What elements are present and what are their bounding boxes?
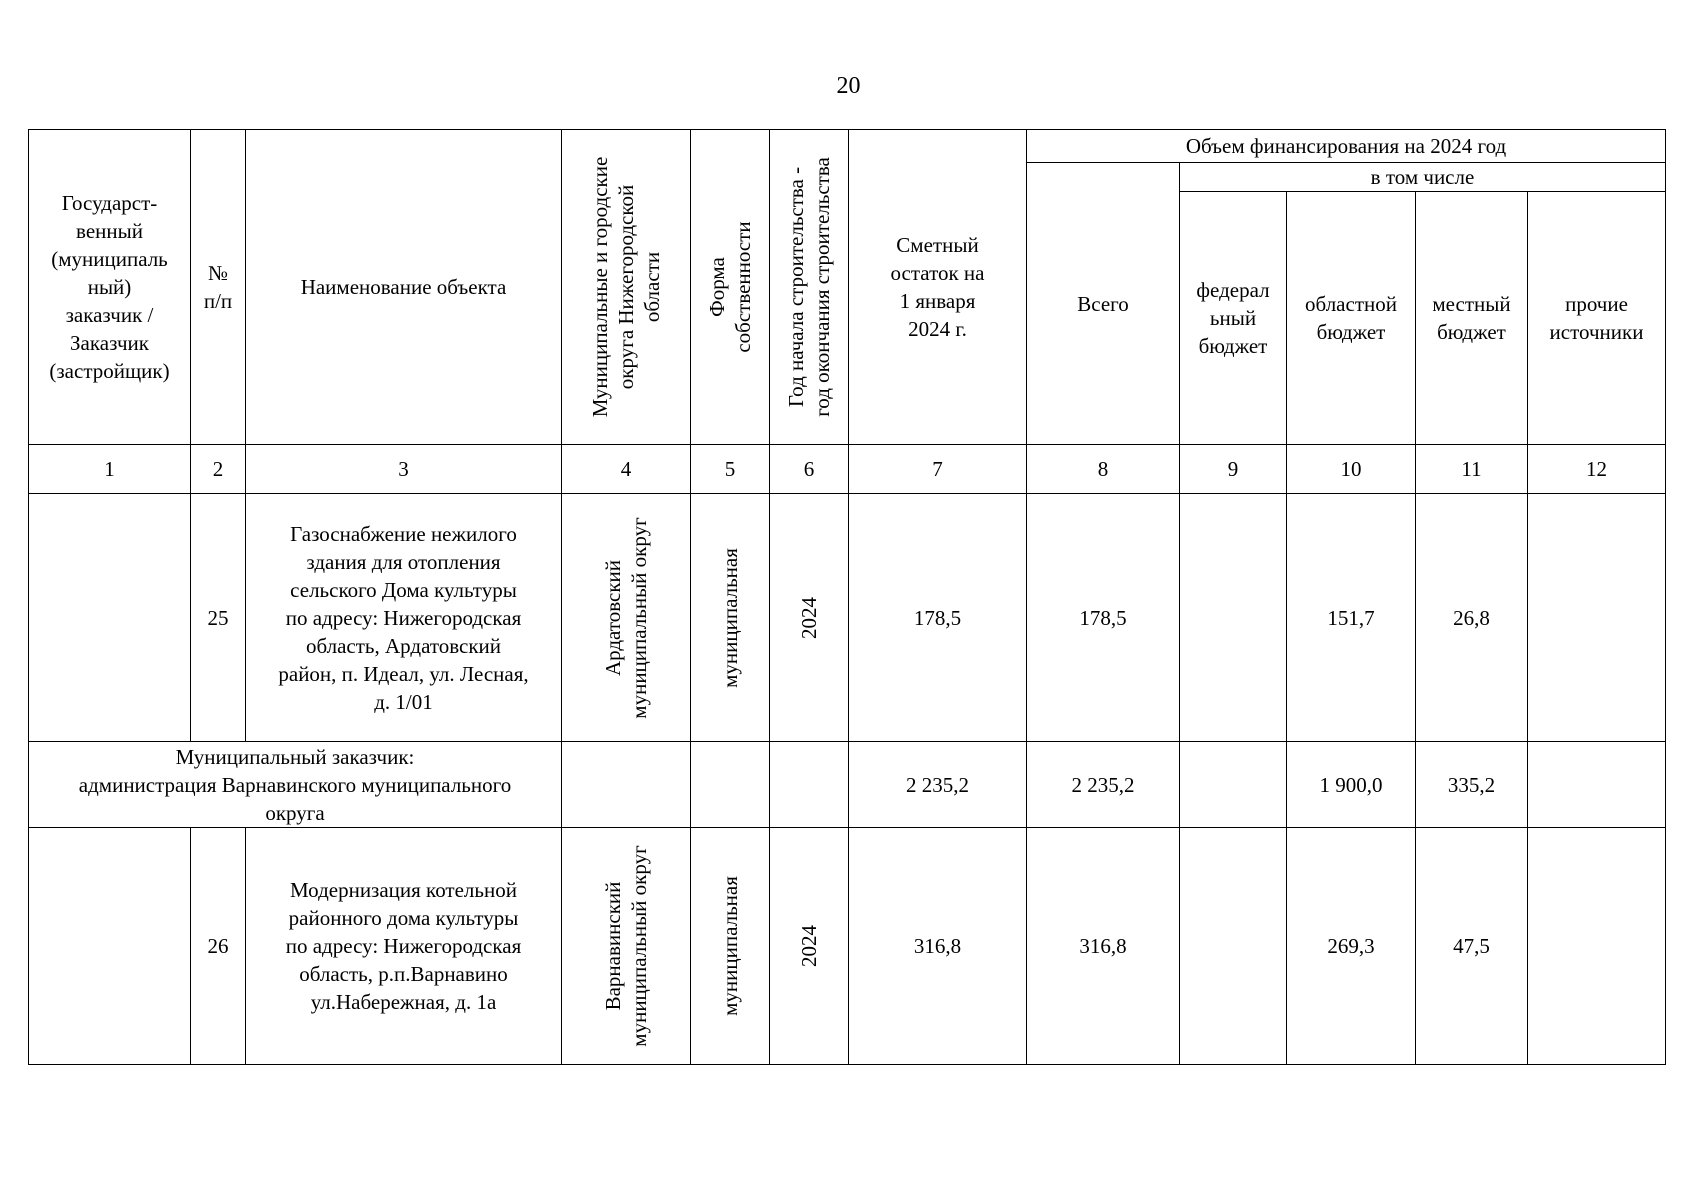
col-number: 11 — [1416, 445, 1528, 494]
district-cell: Ардатовский муниципальный округ — [562, 494, 691, 742]
row-num: 25 — [191, 494, 246, 742]
group-regional: 1 900,0 — [1287, 742, 1416, 828]
header-regional: областной бюджет — [1287, 192, 1416, 445]
group-title: Муниципальный заказчик: администрация Варнавинского муниципального округа — [29, 742, 562, 828]
col-number: 2 — [191, 445, 246, 494]
group-local: 335,2 — [1416, 742, 1528, 828]
other-cell — [1528, 494, 1666, 742]
estimate-cell: 316,8 — [849, 828, 1027, 1065]
header-customer: Государст- венный (муниципаль ный) заказчик / Заказчик (застройщик) — [29, 130, 191, 445]
col-number: 3 — [246, 445, 562, 494]
object-name: Газоснабжение нежилого здания для отопления сельского Дома культуры по адресу: Нижегородская область, Ардатовский район, п. Идеал, ул. Лесная, д. 1/01 — [246, 494, 562, 742]
col-number: 6 — [770, 445, 849, 494]
total-cell: 316,8 — [1027, 828, 1180, 1065]
header-row-1 — [29, 130, 1666, 163]
group-district — [562, 742, 691, 828]
group-years — [770, 742, 849, 828]
header-other: прочие источники — [1528, 192, 1666, 445]
header-object-name: Наименование объекта — [246, 130, 562, 445]
header-years: Год начала строительства - год окончания строительства — [770, 130, 849, 445]
years-cell: 2024 — [770, 828, 849, 1065]
group-total: 2 235,2 — [1027, 742, 1180, 828]
federal-cell — [1180, 828, 1287, 1065]
header-ownership: Форма собственности — [691, 130, 770, 445]
header-total: Всего — [1027, 163, 1180, 445]
local-cell: 47,5 — [1416, 828, 1528, 1065]
years-cell: 2024 — [770, 494, 849, 742]
header-districts: Муниципальные и городские округа Нижегородской области — [562, 130, 691, 445]
group-row — [29, 742, 1666, 828]
object-name: Модернизация котельной районного дома культуры по адресу: Нижегородская область, р.п.Варнавино ул.Набережная, д. 1а — [246, 828, 562, 1065]
customer-cell — [29, 494, 191, 742]
column-numbers-row — [29, 445, 1666, 494]
col-number: 5 — [691, 445, 770, 494]
group-federal — [1180, 742, 1287, 828]
regional-cell: 269,3 — [1287, 828, 1416, 1065]
group-ownership — [691, 742, 770, 828]
header-estimate: Сметный остаток на 1 января 2024 г. — [849, 130, 1027, 445]
local-cell: 26,8 — [1416, 494, 1528, 742]
header-num: № п/п — [191, 130, 246, 445]
header-including: в том числе — [1180, 163, 1666, 192]
district-cell: Варнавинский муниципальный округ — [562, 828, 691, 1065]
col-number: 12 — [1528, 445, 1666, 494]
page-number: 20 — [836, 73, 861, 99]
col-number: 1 — [29, 445, 191, 494]
table-row — [29, 494, 1666, 742]
col-number: 4 — [562, 445, 691, 494]
header-financing-title: Объем финансирования на 2024 год — [1027, 130, 1666, 163]
total-cell: 178,5 — [1027, 494, 1180, 742]
header-local: местный бюджет — [1416, 192, 1528, 445]
other-cell — [1528, 828, 1666, 1065]
row-num: 26 — [191, 828, 246, 1065]
financing-table — [28, 129, 1666, 1065]
col-number: 9 — [1180, 445, 1287, 494]
ownership-cell: муниципальная — [691, 494, 770, 742]
col-number: 8 — [1027, 445, 1180, 494]
federal-cell — [1180, 494, 1287, 742]
group-other — [1528, 742, 1666, 828]
col-number: 7 — [849, 445, 1027, 494]
header-federal: федерал ьный бюджет — [1180, 192, 1287, 445]
estimate-cell: 178,5 — [849, 494, 1027, 742]
group-estimate: 2 235,2 — [849, 742, 1027, 828]
customer-cell — [29, 828, 191, 1065]
table-row — [29, 828, 1666, 1065]
col-number: 10 — [1287, 445, 1416, 494]
ownership-cell: муниципальная — [691, 828, 770, 1065]
regional-cell: 151,7 — [1287, 494, 1416, 742]
